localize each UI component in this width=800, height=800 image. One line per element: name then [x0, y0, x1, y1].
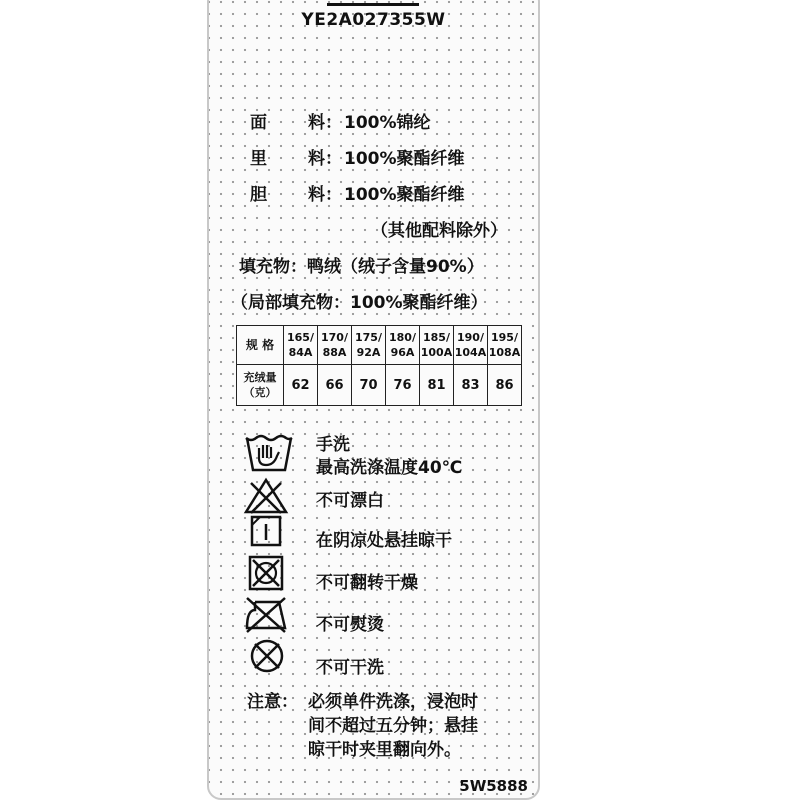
line-dry-shade-icon [249, 514, 283, 548]
hand-wash-icon [243, 434, 295, 474]
material-shell: 面 料： 100%锦纶 [250, 113, 431, 133]
fill-value: 86 [488, 365, 522, 406]
no-bleach-icon [243, 477, 289, 515]
size-cell: 190/ 104A [454, 326, 488, 365]
fill-value: 76 [386, 365, 420, 406]
size-table [236, 325, 522, 406]
note-text: 必须单件洗涤，浸泡时 间不超过五分钟；悬挂 晾干时夹里翻向外。 [308, 692, 478, 760]
material-inner: 胆 料： 100%聚酯纤维 [250, 185, 465, 205]
fill-value: 66 [318, 365, 352, 406]
fill-value: 83 [454, 365, 488, 406]
fill-value: 62 [284, 365, 318, 406]
size-cell: 185/ 100A [420, 326, 454, 365]
fill-weight-header: 充绒量 （克） [237, 365, 284, 406]
product-code: YE2A027355W [209, 10, 538, 30]
care-text-wash-temp: 最高洗涤温度40℃ [316, 458, 463, 478]
care-text-line-dry: 在阴凉处悬挂晾干 [316, 531, 452, 551]
no-tumble-dry-icon [247, 554, 285, 592]
size-cell: 165/ 84A [284, 326, 318, 365]
top-bar [327, 3, 419, 6]
fill-value: 81 [420, 365, 454, 406]
care-text-no-dry-clean: 不可干洗 [316, 658, 384, 678]
size-cell: 170/ 88A [318, 326, 352, 365]
no-iron-icon [243, 594, 289, 634]
fill-value: 70 [352, 365, 386, 406]
size-cell: 195/ 108A [488, 326, 522, 365]
care-text-no-tumble: 不可翻转干燥 [316, 573, 418, 593]
filling: 填充物：鸭绒（绒子含量90%） [239, 257, 484, 277]
care-label [207, 0, 540, 800]
size-cell: 180/ 96A [386, 326, 420, 365]
exclusion-note: （其他配料除外） [371, 221, 507, 241]
note-label: 注意： [247, 692, 298, 712]
no-dry-clean-icon [249, 638, 285, 674]
care-text-hand-wash: 手洗 [316, 435, 350, 455]
size-header: 规 格 [237, 326, 284, 365]
care-text-no-iron: 不可熨烫 [316, 615, 384, 635]
care-text-no-bleach: 不可漂白 [316, 491, 384, 511]
batch-code: 5W5888 [459, 777, 528, 795]
local-filling: （局部填充物：100%聚酯纤维） [231, 293, 488, 313]
material-lining: 里 料： 100%聚酯纤维 [250, 149, 465, 169]
size-cell: 175/ 92A [352, 326, 386, 365]
